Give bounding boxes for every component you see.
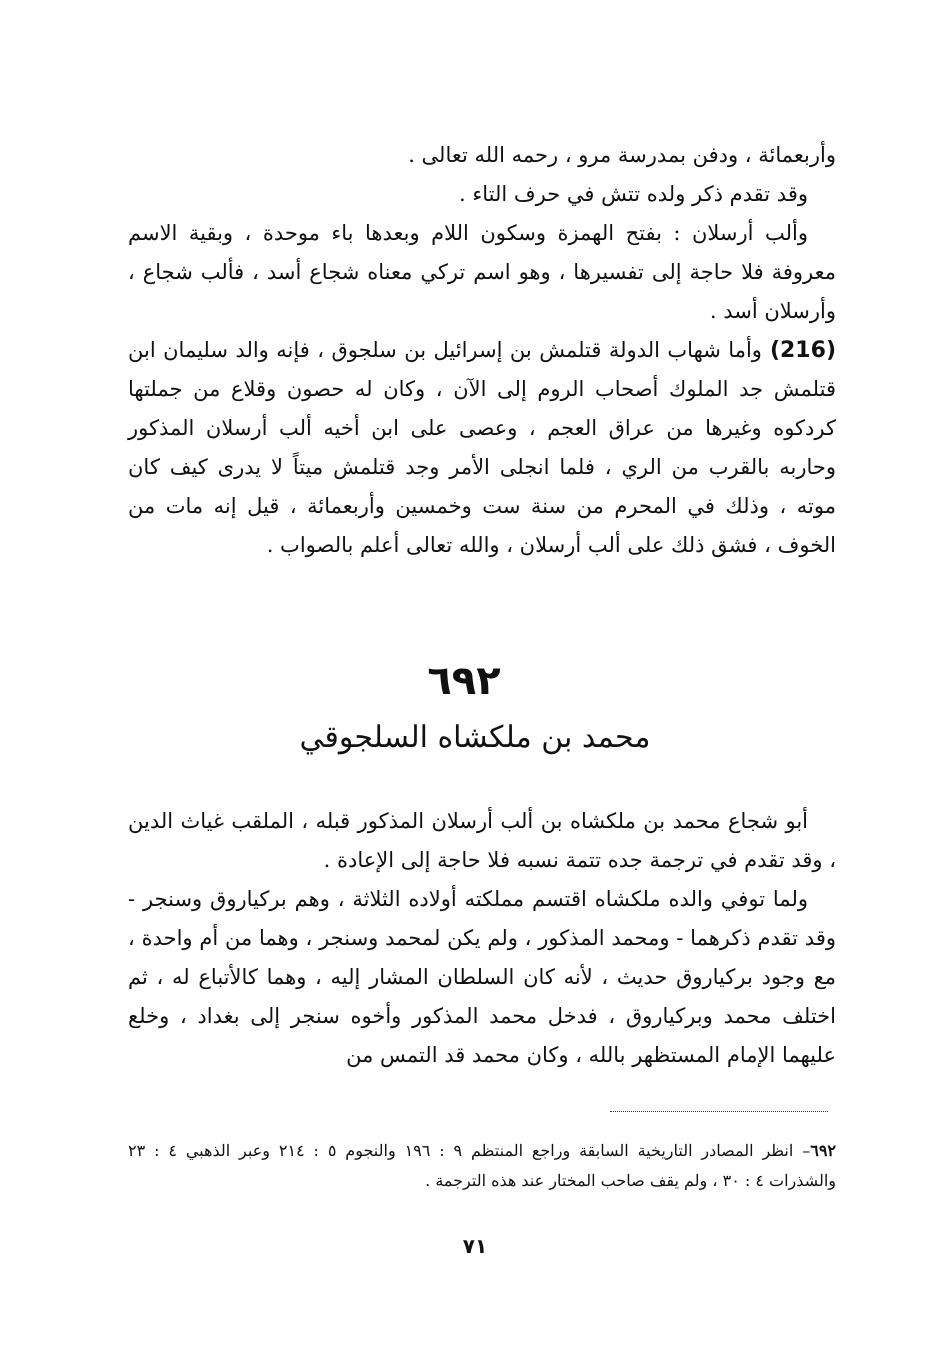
footnote (128, 1136, 836, 1196)
top-paragraph-3: وألب أرسلان : بفتح الهمزة وسكون اللام وبعدها باء موحدة ، وبقية الاسم معروفة فلا حاجة إلى تفسيرها ، وهو اسم تركي معناه شجاع أسد ، فألب شجاع ، وأرسلان أسد . (128, 221, 836, 323)
top-paragraph-1: وأربعمائة ، ودفن بمدرسة مرو ، رحمه الله تعالى . (408, 143, 836, 167)
entry-body (128, 802, 836, 1075)
footnote-text: – انظر المصادر التاريخية السابقة وراجع المنتظم ٩ : ١٩٦ والنجوم ٥ : ٢١٤ وعبر الذهبي ٤ : ٢٣ والشذرات ٤ : ٣٠ ، ولم يقف صاحب المختار عند هذه الترجمة . (128, 1141, 836, 1190)
marked-paragraph (128, 331, 836, 565)
top-paragraph-2: وقد تقدم ذكر ولده تتش في حرف التاء . (459, 182, 808, 206)
top-section (128, 136, 836, 565)
entry-paragraph-1: أبو شجاع محمد بن ملكشاه بن ألب أرسلان المذكور قبله ، الملقب غياث الدين ، وقد تقدم في ترجمة جده تتمة نسبه فلا حاجة إلى الإعادة . (128, 809, 836, 872)
marked-paragraph-text: وأما شهاب الدولة قتلمش بن إسرائيل بن سلجوق ، فإنه والد سليمان ابن قتلمش جد الملوك أصحاب الروم إلى الآن ، وكان له حصون وقلاع من جملتها كردكوه وغيرها من عراق العجم ، وعصى على ابن أخيه ألب أرسلان المذكور وحاربه بالقرب من الري ، فلما انجلى الأمر وجد قتلمش ميتاً لا يدرى كيف كان موته ، وذلك في المحرم من سنة ست وخمسين وأربعمائة ، قيل إنه مات من الخوف ، فشق ذلك على ألب أرسلان ، والله تعالى أعلم بالصواب . (128, 338, 836, 557)
footnote-number: ٦٩٢ (810, 1141, 836, 1160)
entry-number: ٦٩٢ (427, 658, 501, 704)
entry-title: محمد بن ملكشاه السلجوقي (299, 720, 651, 755)
footnote-divider (610, 1111, 828, 1112)
entry-marker: (216) (769, 338, 836, 363)
entry-paragraph-2: ولما توفي والده ملكشاه اقتسم مملكته أولاده الثلاثة ، وهم بركياروق وسنجر - وقد تقدم ذكرهما - ومحمد المذكور ، ولم يكن لمحمد وسنجر ، وهما من أم واحدة ، مع وجود بركياروق حديث ، لأنه كان السلطان المشار إليه ، وهما كالأتباع له ، ثم اختلف محمد وبركياروق ، فدخل محمد المذكور وأخوه سنجر إلى بغداد ، وخلع عليهما الإمام المستظهر بالله ، وكان محمد قد التمس من (128, 887, 836, 1067)
page-number: ٧١ (462, 1234, 488, 1258)
